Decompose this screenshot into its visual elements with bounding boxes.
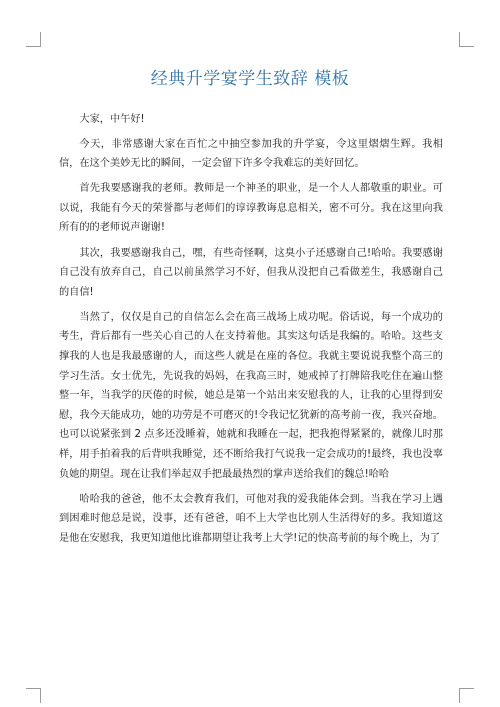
page-corner-mark [459,32,474,47]
document-title: 经典升学宴学生致辞 模板 [150,69,350,89]
paragraph: 当然了，仅仅是自己的自信怎么会在高三战场上成功呢。俗话说，每一个成功的考生，背后都有一些关心自己的人在支持着他。其实这句话是我编的。哈哈。这些支撑我的人也是我最感谢的人，而这些人就是在座的各位。我就主要说说我整个高三的学习生活。女士优先，先说我的妈妈，在我高三时，她戒掉了打牌陪我吃住在遍山整整一年，当我学的厌倦的时候，她总是第一个站出来安慰我的人，让我的心里得到安慰，我今天能成功，她的功劳是不可磨灭的!令我记忆犹新的高考前一夜，我兴奋地。也可以说紧张到 2 点多还没睡着，她就和我睡在一起，把我抱得紧紧的，就像儿时那样，用手拍着我的后背哄我睡觉，还不断给我打气说我一定会成功的!最终，我也没辜负她的期望。现在让我们举起双手把最最热烈的掌声送给我们的魏总!哈哈 [59,311,443,480]
page-corner-mark [459,688,474,703]
paragraph: 哈哈我的爸爸，他不太会教育我们，可他对我的爱我能体会到。当我在学习上遇到困难时他总是说，没事，还有爸爸，咱不上大学也比别人生活得好的多。我知道这是他在安慰我，我更知道他比谁都期望让我考上大学!记的快高考前的每个晚上，为了 [59,493,443,544]
page-corner-mark [26,688,41,703]
paragraph: 今天，非常感谢大家在百忙之中抽空参加我的升学宴，令这里熠熠生辉。我相信，在这个美妙无比的瞬间，一定会留下许多令我难忘的美好回忆。 [59,138,443,170]
document-body [59,110,443,554]
page-corner-mark [26,32,41,47]
paragraph-greeting: 大家，中午好! [79,114,145,125]
paragraph: 首先我要感谢我的老师。教师是一个神圣的职业，是一个人人都敬重的职业。可以说，我能有今天的荣誉都与老师们的谆谆教诲息息相关，密不可分。我在这里向我所有的的老师说声谢谢! [59,183,443,234]
paragraph: 其次，我要感谢我自己，嘿，有些奇怪啊，这臭小子还感谢自己!哈哈。我要感谢自己没有放弃自己，自己以前虽然学习不好，但我从没把自己看做差生，我感谢自己的自信! [59,247,443,298]
